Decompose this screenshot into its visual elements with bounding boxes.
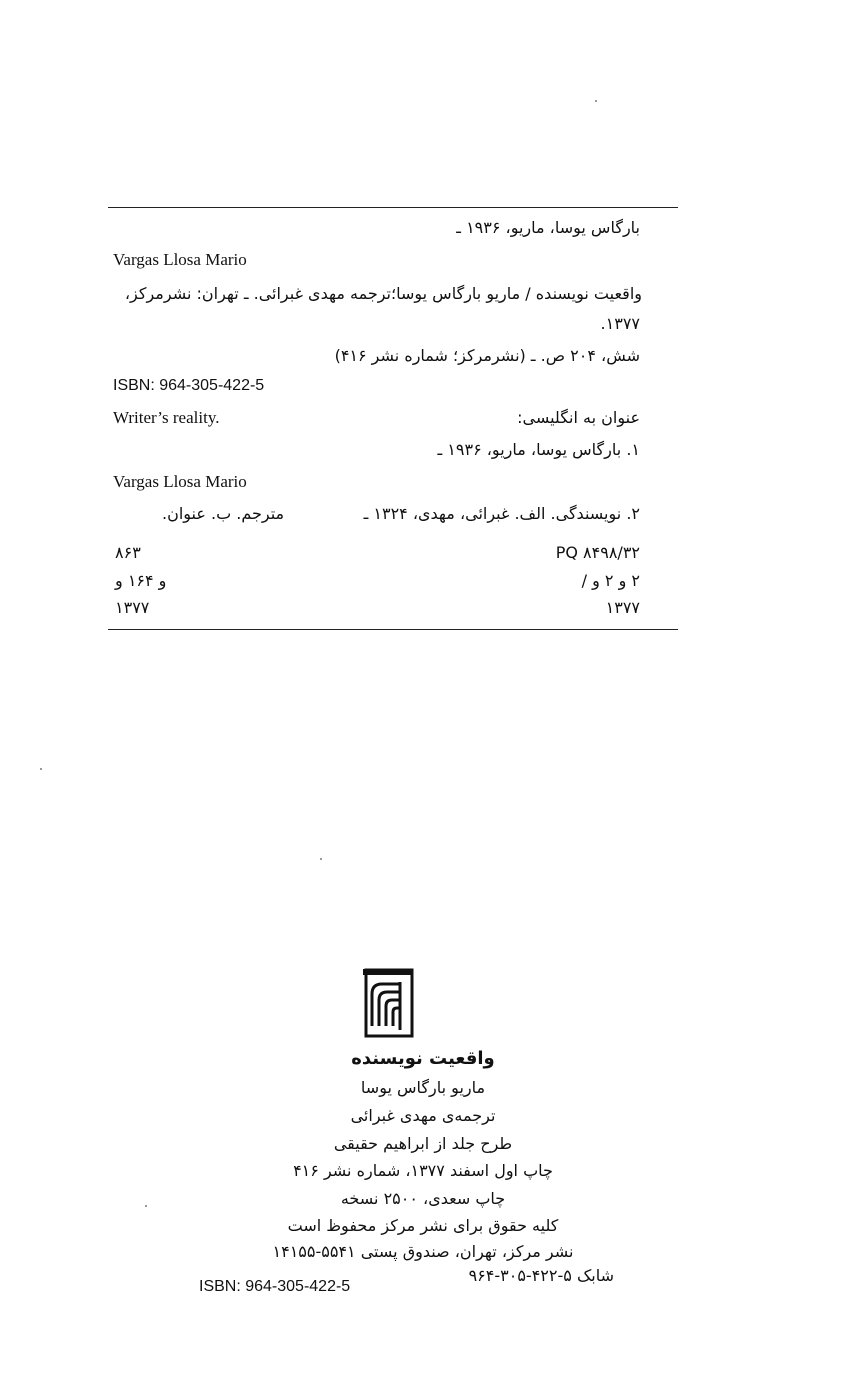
english-title: Writer’s reality.	[113, 408, 220, 427]
colophon-isbn-en: ISBN: 964-305-422-5	[199, 1278, 351, 1295]
colophon-author: ماریو بارگاس یوسا	[360, 1078, 486, 1097]
pages-series: شش، ۲۰۴ ص. ـ (نشرمرکز؛ شماره نشر ۴۱۶)	[334, 346, 640, 365]
author-fa: بارگاس یوسا، ماریو، ۱۹۳۶ ـ	[456, 218, 640, 237]
class-left-2: و ۱۶۴ و	[115, 571, 167, 590]
subject-1: ۱. بارگاس یوسا، ماریو، ۱۹۳۶ ـ	[437, 440, 640, 459]
colophon-translator: ترجمه‌ی مهدی غبرائی	[350, 1106, 496, 1125]
speck	[320, 858, 322, 860]
colophon-address: نشر مرکز، تهران، صندوق پستی ۵۵۴۱-۱۴۱۵۵	[272, 1242, 574, 1261]
publisher-logo	[362, 968, 418, 1040]
class-right-2: ۲ و ۲ و /	[581, 571, 640, 590]
colophon-cover: طرح جلد از ابراهیم حقیقی	[333, 1134, 513, 1153]
class-left-1: ۸۶۳	[115, 543, 141, 562]
colophon-rights: کلیه حقوق برای نشر مرکز محفوظ است	[287, 1216, 559, 1235]
colophon-edition: چاپ اول اسفند ۱۳۷۷، شماره نشر ۴۱۶	[293, 1161, 553, 1180]
english-title-label: عنوان به انگلیسی:	[517, 408, 640, 427]
class-left-3: ۱۳۷۷	[115, 598, 150, 617]
bottom-rule	[108, 629, 678, 630]
subject-1-en: Vargas Llosa Mario	[113, 472, 247, 491]
colophon-isbn-fa: شابک ۵-۴۲۲-۳۰۵-۹۶۴	[468, 1266, 614, 1285]
subject-2-tail: مترجم. ب. عنوان.	[162, 504, 285, 523]
title-line-1: واقعیت نویسنده / ماریو بارگاس یوسا؛ترجمه مهدی غبرائی. ـ تهران: نشرمرکز،	[124, 284, 642, 303]
class-right-1: PQ ۸۴۹۸/۳۲	[555, 543, 640, 562]
class-right-3: ۱۳۷۷	[605, 598, 640, 617]
author-en: Vargas Llosa Mario	[113, 250, 247, 269]
speck	[595, 100, 597, 102]
subject-2: ۲. نویسندگی. الف. غبرائی، مهدی، ۱۳۲۴ ـ	[363, 504, 640, 523]
colophon-print: چاپ سعدی، ۲۵۰۰ نسخه	[340, 1189, 506, 1208]
colophon-title: واقعیت نویسنده	[351, 1048, 495, 1069]
isbn-catalog: ISBN: 964-305-422-5	[113, 377, 265, 394]
speck	[40, 768, 42, 770]
title-line-2: ۱۳۷۷.	[600, 314, 640, 333]
top-rule	[108, 207, 678, 208]
